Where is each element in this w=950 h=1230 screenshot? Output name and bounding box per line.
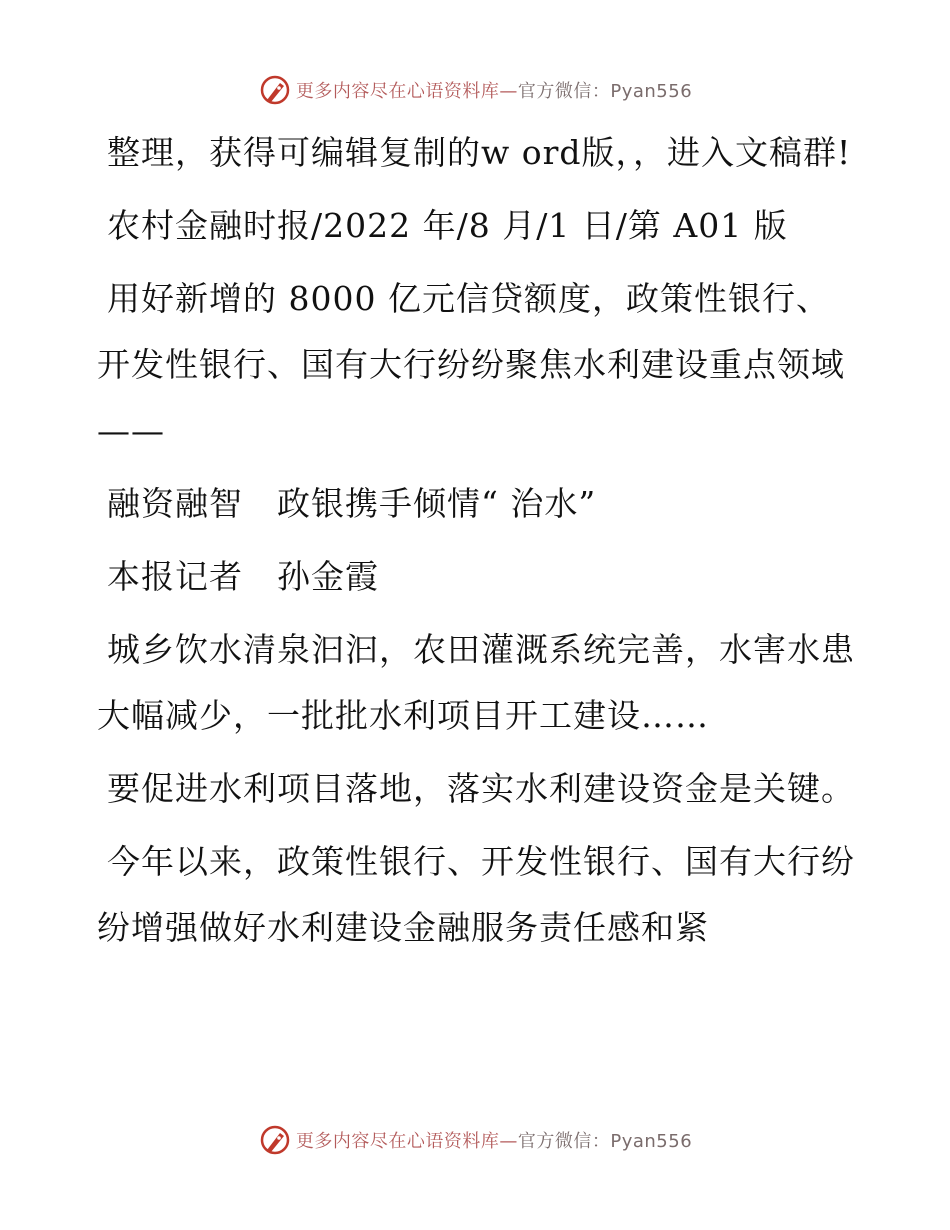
pen-nib-circle-icon xyxy=(258,1123,292,1157)
header-banner-main: 更多内容尽在心语资料库 xyxy=(295,81,500,102)
header-banner-wechat: 官方微信：Pyan556 xyxy=(517,81,693,102)
paragraph-subtitle: 融资融智 政银携手倾情“ 治水” xyxy=(107,484,597,523)
footer-banner-main: 更多内容尽在心语资料库 xyxy=(295,1131,500,1152)
header-banner-separator: — xyxy=(499,81,518,102)
footer-banner-wechat: 官方微信：Pyan556 xyxy=(517,1131,693,1152)
paragraph-body-3: 今年以来，政策性银行、开发性银行、国有大行纷纷增强做好水利建设金融服务责任感和紧 xyxy=(97,842,855,947)
paragraph-intro: 整理，获得可编辑复制的w ord版，，进入文稿群! xyxy=(107,133,852,172)
paragraph-body-2: 要促进水利项目落地，落实水利建设资金是关键。 xyxy=(107,769,855,808)
paragraph-body-1: 城乡饮水清泉汩汩，农田灌溉系统完善，水害水患大幅减少，一批批水利项目开工建设…… xyxy=(97,630,855,735)
footer-banner xyxy=(0,1120,950,1160)
header-banner xyxy=(0,70,950,110)
paragraph-source: 农村金融时报/2022 年/8 月/1 日/第 A01 版 xyxy=(107,206,788,245)
footer-banner-separator: — xyxy=(499,1131,518,1152)
footer-banner-text xyxy=(296,1127,692,1153)
header-banner-text xyxy=(296,77,692,103)
pen-nib-circle-icon xyxy=(258,73,292,107)
paragraph-byline: 本报记者 孙金霞 xyxy=(107,557,379,596)
document-body xyxy=(97,120,857,968)
paragraph-headline: 用好新增的 8000 亿元信贷额度，政策性银行、开发性银行、国有大行纷纷聚焦水利建设重点领域—— xyxy=(97,279,845,450)
